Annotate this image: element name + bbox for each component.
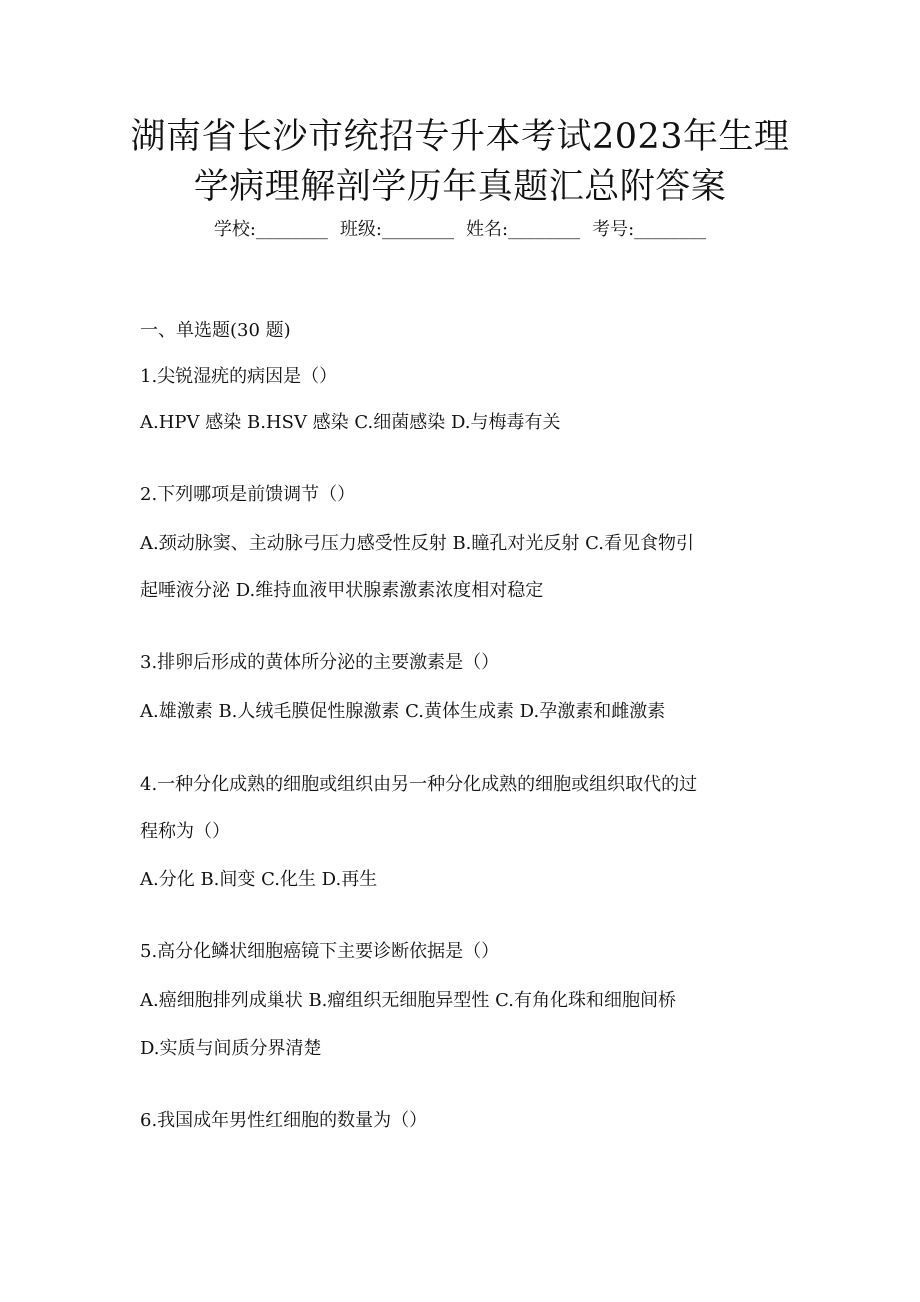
question-5-stem: 5.高分化鳞状细胞癌镜下主要诊断依据是（） bbox=[140, 941, 500, 962]
name-field: 姓名:________ bbox=[466, 219, 581, 240]
question-1-options: A.HPV 感染 B.HSV 感染 C.细菌感染 D.与梅毒有关 bbox=[140, 412, 561, 433]
question-4-stem-line-1: 4.一种分化成熟的细胞或组织由另一种分化成熟的细胞或组织取代的过 bbox=[140, 774, 698, 795]
student-info-row bbox=[0, 216, 920, 244]
question-5-options-line-2: D.实质与间质分界清楚 bbox=[140, 1038, 322, 1059]
class-field: 班级:________ bbox=[339, 219, 454, 240]
question-1-stem: 1.尖锐湿疣的病因是（） bbox=[140, 366, 338, 387]
question-2-options-line-2: 起唾液分泌 D.维持血液甲状腺素激素浓度相对稳定 bbox=[140, 580, 544, 601]
question-4-options: A.分化 B.间变 C.化生 D.再生 bbox=[140, 869, 378, 890]
question-5-options-line-1: A.癌细胞排列成巢状 B.瘤组织无细胞异型性 C.有角化珠和细胞间桥 bbox=[140, 990, 676, 1011]
document-title-line-2: 学病理解剖学历年真题汇总附答案 bbox=[193, 167, 727, 207]
section-heading: 一、单选题(30 题) bbox=[140, 320, 291, 341]
school-field: 学校:________ bbox=[213, 219, 328, 240]
document-title-line-1: 湖南省长沙市统招专升本考试2023年生理 bbox=[130, 117, 790, 157]
question-2-stem: 2.下列哪项是前馈调节（） bbox=[140, 484, 356, 505]
question-4-stem-line-2: 程称为（） bbox=[140, 821, 230, 842]
exam-number-field: 考号:________ bbox=[592, 219, 707, 240]
question-3-options: A.雄激素 B.人绒毛膜促性腺激素 C.黄体生成素 D.孕激素和雌激素 bbox=[140, 701, 666, 722]
question-3-stem: 3.排卵后形成的黄体所分泌的主要激素是（） bbox=[140, 652, 500, 673]
question-2-options-line-1: A.颈动脉窦、主动脉弓压力感受性反射 B.瞳孔对光反射 C.看见食物引 bbox=[140, 533, 694, 554]
question-6-stem: 6.我国成年男性红细胞的数量为（） bbox=[140, 1110, 428, 1131]
